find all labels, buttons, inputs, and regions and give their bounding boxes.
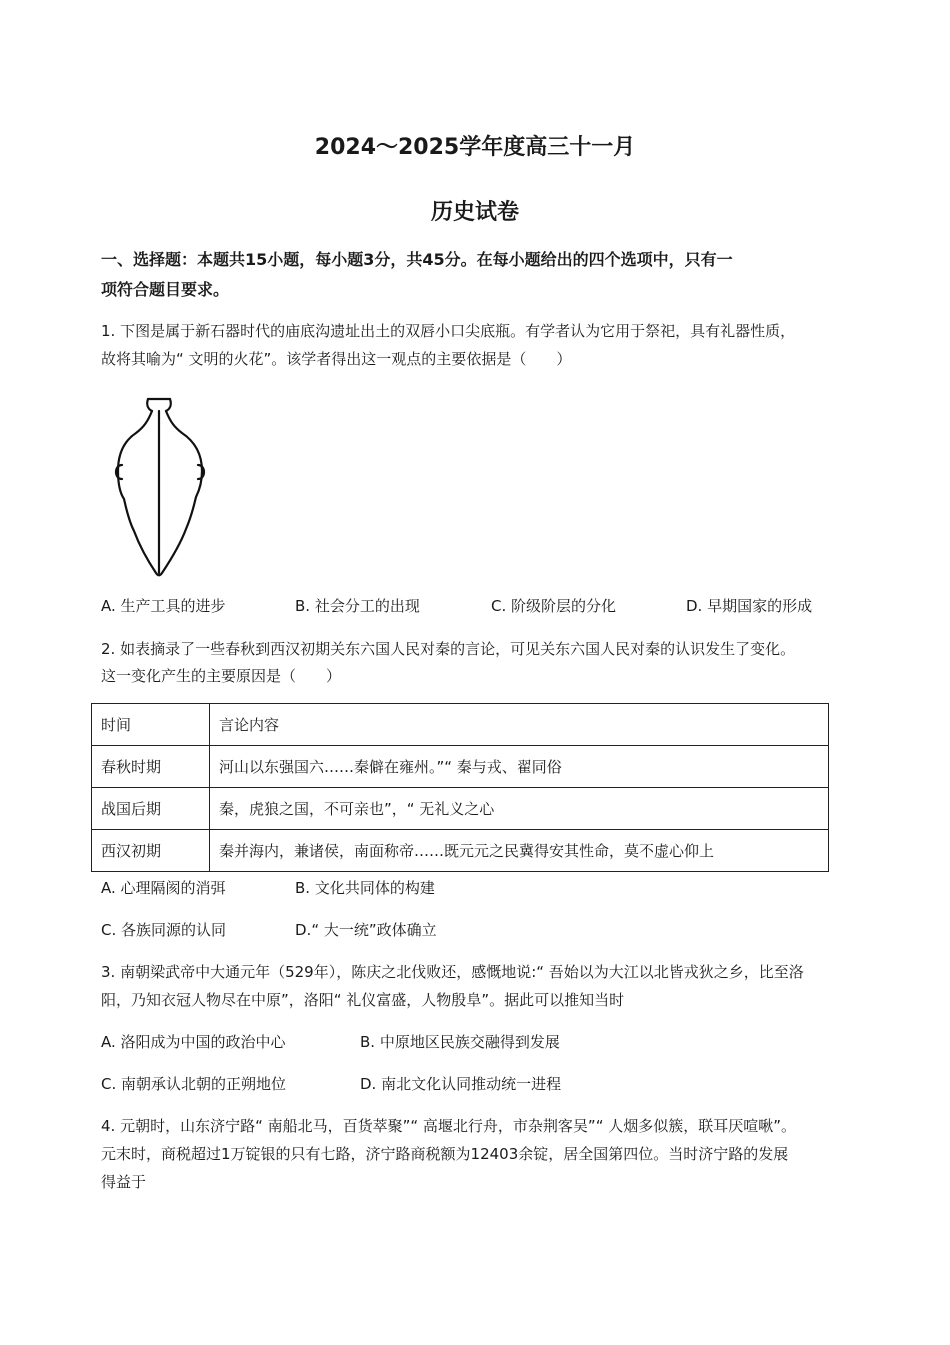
pointed-bottom-bottle-figure [108, 389, 208, 581]
section-heading [101, 245, 861, 305]
q2-option-d[interactable]: D.“ 大一统”政体确立 [295, 921, 437, 939]
q2-option-b[interactable]: B. 文化共同体的构建 [295, 879, 435, 897]
title-line-1: 2024～2025学年度高三十一月 [314, 135, 636, 160]
table-cell-quote: 河山以东强国六……秦僻在雍州。”“ 秦与戎、翟同俗 [210, 746, 829, 788]
q2-option-a[interactable]: A. 心理隔阂的消弭 [101, 879, 226, 897]
q2-stem-line-1: 2. 如表摘录了一些春秋到西汉初期关东六国人民对秦的言论，可见关东六国人民对秦的认识发生了变化。 [101, 640, 796, 658]
q3-option-a[interactable]: A. 洛阳成为中国的政治中心 [101, 1033, 286, 1051]
q4-stem-line-3: 得益于 [101, 1173, 147, 1191]
title-line-2: 历史试卷 [430, 200, 519, 225]
table-header-cell: 时间 [92, 704, 210, 746]
table-cell-quote: 秦并海内，兼诸侯，南面称帝……既元元之民冀得安其性命，莫不虚心仰上 [210, 830, 829, 872]
q3-stem-line-1: 3. 南朝梁武帝中大通元年（529年），陈庆之北伐败还，感慨地说:“ 吾始以为大江以北皆戎狄之乡，比至洛 [101, 963, 804, 981]
q4-stem-line-1: 4. 元朝时，山东济宁路“ 南船北马，百货萃聚”“ 高堰北行舟，市杂荆客吴”“ 人烟多似簇，联耳厌喧啾”。 [101, 1117, 797, 1135]
q2-option-c[interactable]: C. 各族同源的认同 [101, 921, 227, 939]
table-cell-quote: 秦，虎狼之国，不可亲也”，“ 无礼义之心 [210, 788, 829, 830]
q2-stem-line-2: 这一变化产生的主要原因是（ ） [101, 667, 342, 685]
q3-option-c[interactable]: C. 南朝承认北朝的正朔地位 [101, 1075, 287, 1093]
q3-stem-line-2: 阳，乃知衣冠人物尽在中原”，洛阳“ 礼仪富盛，人物殷阜”。据此可以推知当时 [101, 991, 625, 1009]
table-cell-period: 西汉初期 [92, 830, 210, 872]
table-row [92, 788, 829, 830]
table-header-cell: 言论内容 [210, 704, 829, 746]
q3-option-b[interactable]: B. 中原地区民族交融得到发展 [360, 1033, 560, 1051]
section-heading-line-1: 一、选择题：本题共15小题，每小题3分，共45分。在每小题给出的四个选项中，只有一 [101, 250, 733, 269]
q1-option-c[interactable]: C. 阶级阶层的分化 [491, 597, 617, 615]
table-cell-period: 春秋时期 [92, 746, 210, 788]
q1-stem-line-1: 1. 下图是属于新石器时代的庙底沟遗址出土的双唇小口尖底瓶。有学者认为它用于祭祀，具有礼器性质， [101, 322, 796, 340]
section-heading-line-2: 项符合题目要求。 [101, 280, 230, 299]
table-header-row [92, 704, 829, 746]
q1-option-a[interactable]: A. 生产工具的进步 [101, 597, 226, 615]
table-row [92, 830, 829, 872]
q1-stem-line-2: 故将其喻为“ 文明的火花”。该学者得出这一观点的主要依据是（ ） [101, 350, 572, 368]
table-cell-period: 战国后期 [92, 788, 210, 830]
q1-option-d[interactable]: D. 早期国家的形成 [686, 597, 813, 615]
table-row [92, 746, 829, 788]
q3-option-d[interactable]: D. 南北文化认同推动统一进程 [360, 1075, 562, 1093]
q4-stem-line-2: 元末时，商税超过1万锭银的只有七路，济宁路商税额为12403余锭，居全国第四位。当时济宁路的发展 [101, 1145, 789, 1163]
q1-option-b[interactable]: B. 社会分工的出现 [295, 597, 420, 615]
quotes-table [91, 703, 829, 872]
